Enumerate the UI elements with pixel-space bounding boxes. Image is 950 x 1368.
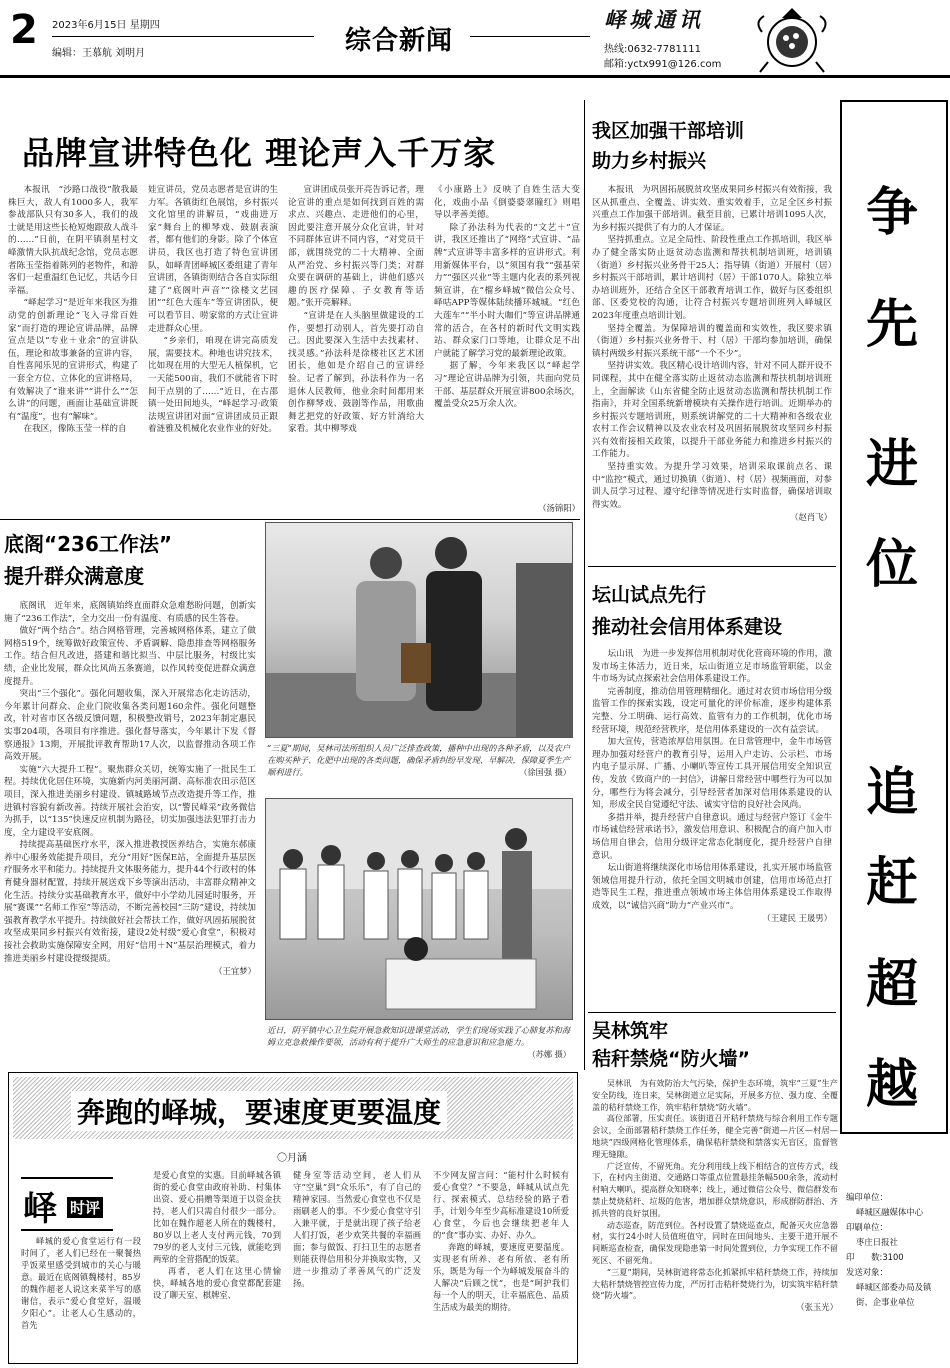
article2-byline: （王宜梦） bbox=[214, 966, 256, 977]
article2-title-line1: 底阁“236工作法” bbox=[4, 532, 173, 556]
divider bbox=[588, 566, 836, 567]
photo1-caption bbox=[267, 742, 571, 794]
paragraph: “三夏”期间，吴林街道将常态化抓紧抓牢秸秆禁烧工作，持续加大秸秆禁烧管控宣传力度，严厉打击秸秆焚烧行为，切实筑牢秸秆禁烧“防火墙”。 bbox=[592, 1266, 838, 1301]
photo-farm-dispute bbox=[265, 522, 573, 738]
paragraph: 突出“三个强化”。强化问题收集，深入开展常态化走访活动，今年累计问群众、企业门院收集各类问题160余件。强化问题整改，针对省市区各级反馈问题，积极整改销号，2023年制定惠民实事204项，各项目有序推进。强化督导落实，今年累计下发《督察通报》13期，开展批评教育帮助17人次，以监督推动各项工作高效开展。 bbox=[4, 689, 256, 763]
photo2-caption bbox=[267, 1024, 571, 1064]
divider bbox=[0, 519, 580, 520]
article1-col bbox=[148, 184, 278, 514]
article2-title-line2: 提升群众满意度 bbox=[4, 564, 144, 588]
email: 邮箱:yctx991@126.com bbox=[604, 59, 722, 70]
article4-title-line1: 坛山试点先行 bbox=[592, 584, 707, 606]
header-bottom-rule bbox=[0, 75, 950, 78]
photo2-caption-text: 近日，阴平镇中心卫生院开展急救知识进课堂活动，学生们现场实践了心肺复苏和海姆立克急救操作要领，活动有利于提升广大师生的应急意识和应急能力。 bbox=[267, 1025, 570, 1047]
paragraph: 坚持重实效。为提升学习效果，培训采取课前点名、课中“监控”模式，通过切换镇（街道）、村（居）视频画面，对参训人员学习过程、遵守纪律等情况进行实时监督，确保培训取得实效。 bbox=[592, 462, 832, 510]
imprint-scope-label: 发送对象： bbox=[846, 1267, 888, 1277]
paragraph: 动态巡查，防范到位。各村设置了禁烧巡查点，配备灭火应急器材，实行24小时人员值班值守，同时在田间地头、主要干道开展不间断巡查检查，确保发现隐患第一时间处置到位，力争实现工作不留死区、不留死角。 bbox=[592, 1219, 838, 1265]
paragraph: 峄城的爱心食堂运行有一段时间了，老人们已经在一聚餐热乎饭菜里感受到城市的关心与暖意。最近在底阁镇魏楼村，85岁的魏作超老人说这来菜半写的感谢信，表示“爱心食堂好，温暖夕阳心”。让老人心生感动的，首先 bbox=[21, 1236, 141, 1330]
issue-date: 2023年6月15日 星期四 bbox=[52, 20, 160, 31]
photo1-credit: （徐国强 摄） bbox=[519, 767, 571, 777]
paragraph: 底阁讯 近年来，底阁镇始终直面群众急难愁盼问题，创新实施了“236工作法”，全力交出一份有温度、有质感的民生答卷。 bbox=[4, 601, 256, 624]
side-banner bbox=[840, 100, 948, 1134]
divider bbox=[588, 1012, 836, 1013]
paragraph: 吴林讯 为有效防治大气污染，保护生态环境，筑牢“三夏”生产安全防线，连日来，吴林街道立足实际，开展多方位、强力度、全覆盖的秸秆禁烧工作，筑牢秸秆禁烧“防火墙”。 bbox=[592, 1078, 838, 1112]
photo2-credit: （苏娜 摄） bbox=[527, 1049, 571, 1059]
paragraph: 坚持讲实效。我区精心设计培训内容，针对不同人群开设不同课程，其中在健全落实防止返贫动态监测和帮扶机制培训班上，全面解读《山东省健全防止返贫动态监测和帮扶机制工作指南》，并对全国系统新增模块有关操作进行培训。近期举办的乡村振兴专题培训班，则系统讲解党的二十大精神和各级农业农村工作会议精神以及农业农村及巩固拓展脱贫攻坚同乡村振兴有效衔接相关政策，以提升干部业务能力和推进乡村振兴的工作能力。 bbox=[592, 361, 832, 460]
header-rule-right bbox=[470, 36, 590, 37]
imprint-copies: 印 数:3100 bbox=[846, 1252, 904, 1262]
column-logo-char: 峄 bbox=[23, 1189, 57, 1229]
editorial-col bbox=[153, 1169, 281, 1357]
article3-title-line1: 我区加强干部培训 bbox=[592, 120, 745, 142]
paragraph: 除了孙法科为代表的“文艺＋”宣讲，我区还推出了“网络”式宣讲、“品牌”式宣讲等丰富多样的宣讲形式。利用新媒体平台，以“须国有我”“强基荣力”“强区兴业”等主题内化表的系列视频宣讲，在“榴乡峄城”微信公众号、峄咕APP等媒体陆续播环城城。“红色大莲车”“半小时大咖们”等宣讲品牌通常的活合，在各村的新时代文明实践站、群众家门口等地，让群众足不出户就能了解学习党的最新理论政策。 bbox=[434, 222, 580, 359]
paragraph: 实施“六大提升工程”。聚焦群众关切，统筹实施了一批民生工程。持续优化居住环境，实施新内河美丽河湖、高标准农田示范区项目，深入推进美丽乡村建设、镇城路域节点改造提升等工作，推进镇村容貌有新改善。持续开展社会治安，以“警民峰采”政务微信为抓手，以“135”快速反应机制为路径，切实加强违法犯罪打击力度，全力建设平安底阁。 bbox=[4, 764, 256, 838]
paragraph: “峄起学习”是近年来我区为推动党的创新理论“飞入寻常百姓家”而打造的理论宣讲品牌，品牌宣点是以“专业＋业余”的宣讲队伍，理论和故事兼备的宣讲内容，自性喜闻乐见的宣讲形式，构建了一套全方位、立体化的宣讲格局，有效解决了“谁来讲”“讲什么”“怎么讲”的问题，画面让基础宣讲既有“温度”，也有“解味”。 bbox=[8, 298, 138, 422]
banner-char: 争 bbox=[866, 183, 919, 243]
paragraph: 《小康路上》反映了自姓生活大变化，戏曲小品《倒婆婆翠瞳红》则唱导以孝善美德。 bbox=[434, 185, 580, 221]
article5-body bbox=[592, 1078, 838, 1362]
paragraph: 坚持抓重点。立足全局性、阶段性重点工作抓培训，我区举办了健全落实防止返贫动态监测和帮扶机制培训班，培训镇（街道）乡村振兴业务骨干25人；指导镇（街道）开展村（居）乡村振兴干部培训，累计培训村（居）干部1070人。除独立举办培训班外，还结合全区干部教育培训工作，做好与区委组织部、区委党校的沟通，让符合村振兴专题培训班列入峄城区2023年度重点培训计划。 bbox=[592, 235, 832, 321]
paragraph: 娃宣讲员，党员志愿者是宣讲的生力军。各镇街红色展馆，乡村振兴文化馆里的讲解员，“戏曲进万家”舞台上的柳琴戏、鼓剧表演者，都有他们的身影。除了个体宣讲员，我区也打造了特色宣讲团队，如峄青团峄城区委组建了青年宣讲团，各镇街则结合各自实际组建了“底阁叶声音”“徐楼文艺园团”“红色大莲车”等宣讲团队，便可以看节目、唠家常的方式让宣讲走进群众心里。 bbox=[148, 185, 278, 334]
imprint-organizer-label: 编印单位： bbox=[846, 1192, 888, 1202]
article4-title-line2: 推动社会信用体系建设 bbox=[592, 616, 783, 638]
imprint-scope: 峄城区部委办局及镇街、企事业单位 bbox=[856, 1282, 932, 1307]
editorial-box bbox=[8, 1072, 578, 1364]
article5-title-line2: 秸秆禁烧“防火墙” bbox=[592, 1048, 750, 1070]
article1-byline: （汤锦阳） bbox=[538, 503, 580, 513]
banner-char: 超 bbox=[866, 955, 919, 1015]
paragraph: 完善制度，推动信用管理精细化。通过对农贸市场信用分级监管工作的探索实践，设定可量化的评价标准，逐步构建体系完整、分工明确、运行高效、监管有力的工作机制，优化市场经营环境，规范经营秩序，是信用体系建设的一次有益尝试。 bbox=[592, 686, 832, 735]
paragraph: 坛山讯 为进一步发挥信用机制对优化营商环境的作用，激发市场主体活力，近日来，坛山街道立足市场监管职能，以金牛市场为试点探索社会信用体系建设工作。 bbox=[592, 649, 832, 685]
paragraph: 是爱心食堂的实惠。目前峄城各镇街的爱心食堂由政府补助、村集体出资、爱心捐赠等渠道于以资金扶持，老人们只需自付很少一部分。比如在魏作超老人所在的魏楼村，80岁以上老人支付两元钱，70到79岁的老人支付三元钱，就能吃到两荤的全营搭配的饭菜。 bbox=[153, 1170, 281, 1264]
banner-char: 位 bbox=[866, 535, 919, 595]
paragraph: 宣讲团成员张开亮告诉记者，理论宣讲的重点是如何找到百姓的需求点、兴趣点、走进他们的心里，因此要注意开展分众化宣讲，针对不同群体宣讲不同内容，“对党员干部，就围绕党的二十大精神、全面从严治党、乡村振兴等门类；对群众要在调研的基础上，讲他们感兴趣的医疗保障、子女教育等话题。”张开亮解释。 bbox=[288, 185, 424, 309]
paragraph: 奔跑的峄城，要速度更要温度。实现老有所养、老有所依、老有所乐，既是为每一个为峄城发展奋斗的人解决“后顾之忧”，也是“呵护我们每一个人的明天，让幸福底色、品质生活成为最美的期待。 bbox=[433, 1242, 569, 1312]
column-logo-text: 时评 bbox=[67, 1197, 103, 1218]
article1-col bbox=[288, 184, 424, 514]
editorial-col bbox=[21, 1235, 141, 1357]
article1-title: 品牌宣讲特色化 理论声入千万家 bbox=[22, 134, 497, 172]
masthead: 峄城通讯 bbox=[604, 7, 704, 32]
column-logo bbox=[21, 1177, 113, 1231]
article5-title-line1: 吴林筑牢 bbox=[592, 1020, 669, 1042]
paragraph: 持续提高基础医疗水平，深入推进教授医养结合，实施东郝康养中心服务效能提升项目，充分“用好”医保E站，全面提升基层医疗服务水平和能力。持续提升文体服务能力，提升44个行政村的体育健身器材配置，持续开展送戏下乡等演出活动，丰富群众精神文化生活。持续分实基础教育水平，做好中小学幼儿园延时服务，开展“赛课”“名师工作室”等活动，不断完善校园“三防”建设，持续加强教育教学水平提升。持续做好社会帮扶工作，做好巩固拓展脱贫攻坚成果同乡村振兴有效衔接，建设2处村级“爱心食堂”，积极对接社会救助实施保障安全网，用好“信用＋N”基层治理模式，着力推进美丽乡村建设提级提质。 bbox=[4, 840, 256, 964]
article1-body bbox=[8, 184, 580, 514]
banner-char: 进 bbox=[866, 435, 919, 495]
paragraph: 广泛宣传，不留死角。充分利用线上线下相结合的宣传方式，线下，在村内主街道、交通路口等重点位置悬挂条幅500余条，流动村村响大喇叭，提高群众知晓率；线上，通过微信公众号、微信群发布禁止焚烧秸秆、垃圾的危害，增加群众禁烧意识，形成群防群治、齐抓共管的良好氛围。 bbox=[592, 1160, 838, 1218]
article3-byline: （赵肖飞） bbox=[790, 512, 832, 523]
article5-byline: （张玉光） bbox=[796, 1302, 838, 1313]
editorial-col bbox=[433, 1169, 569, 1357]
pomegranate-icon bbox=[752, 2, 832, 74]
paragraph: 做好“两个结合”。结合网格管理，完善城网格体系，建立了做网格519个，统筹做好政策宣传、矛盾调解、隐患排查等网格服务工作。结合但凡改进，搭建和谐比拟当、中层比服务，村级比实绩，企业比发展，群众比风尚五条赛道，以作风转变促进群众满意度提升。 bbox=[4, 626, 256, 687]
article3-title-line2: 助力乡村振兴 bbox=[592, 150, 707, 172]
article4-body bbox=[592, 648, 832, 1010]
header-rule-left bbox=[52, 36, 314, 37]
page-header bbox=[0, 0, 950, 80]
article1-col bbox=[8, 184, 138, 514]
banner-char: 追 bbox=[866, 763, 919, 823]
paragraph: 高位部署，压实责任。该街道召开秸秆禁烧与综合利用工作专题会议，全面部署秸秆禁烧工作任务，健全完善“街道—片区—村居—地块”四级网格化管理体系，确保秸秆禁烧和禁落实无盲区，监督管理无缝隙。 bbox=[592, 1113, 838, 1159]
banner-char: 越 bbox=[866, 1055, 919, 1115]
paragraph: 加大宣传，营造浓厚信用氛围。在日常管理中，金牛市场管理办加强对经营户的教育引导，运用入户走访、公示栏、市场内电子显示屏、广播、小喇叭等宣传工具开展信用安全知识宣传，发放《致商户的一封信》，讲解日常经营中哪些行为可以加分，哪些行为将会减分，引导经营者加深对信用体系建设的认知，形成全民自觉遵纪守法、诚实守信的良好社会风尚。 bbox=[592, 737, 832, 811]
paragraph: 再者，老人们在这里心情愉快，峄城各地的爱心食堂都配套建设了聊天室、棋牌室、 bbox=[153, 1266, 281, 1300]
paragraph: 坛山街道将继续深化市场信用体系建设，扎实开展市场监管领域信用提升行动，依托全国文明城市创建，信用市场范点打造等民生工程，推进重点领域市场主体信用体系建设工作取得成效，以“诚信兴商”助力“产业兴市”。 bbox=[592, 863, 832, 911]
editorial-author: 〇月涵 bbox=[277, 1153, 307, 1164]
paragraph: 在我区，像陈玉莹一样的自 bbox=[23, 424, 127, 435]
paragraph: 坚持全覆盖。为保障培训的覆盖面和实效性，我区要求镇（街道）乡村振兴业务骨干、村（居）干部均参加培训，确保镇村两级乡村振兴系统干部“一个不少”。 bbox=[592, 323, 832, 359]
page-number: 2 bbox=[10, 7, 38, 53]
column-divider bbox=[584, 100, 585, 1070]
paragraph: 多措并举，提升经营户自律意识。通过与经营户签订《金牛市场诚信经营承诺书》，激发信用意识、积极配合的商户加入市场信用自律会，信用分级评定常态化制度化，提升经营户自律意识。 bbox=[592, 812, 832, 861]
banner-char: 赶 bbox=[866, 853, 919, 913]
imprint-printer-label: 印刷单位： bbox=[846, 1222, 888, 1232]
banner-char: 先 bbox=[866, 295, 919, 355]
paragraph: 健身室等活动空间，老人们从守“空巢”到“众乐乐”，有了自己的精神家园。当然爱心食堂也不仅是雨刷老人的事。不少爱心食堂守引入兼平就，于是就出现了孩子给老人们打饭，老少欢笑共餐的幸福画面；参与做饭、打扫卫生的志愿者则能获得信用积分并换取实物，又进一步推动了孝善风气的广泛发扬。 bbox=[293, 1170, 421, 1288]
photo-first-aid-class bbox=[265, 798, 573, 1020]
paragraph: “乡亲们，咱现在讲完高质发展，需要技术。种地也讲究技术，比如现在用的大型无人植保机，它一天能500亩，我们不就能省下时间干点别的了……”近日，在古邵镇一处田间地头，“峄起学习·政策法规宣讲团对面”宣讲团成员正跟着涟雅及机械化农业作业的好处。 bbox=[148, 336, 278, 435]
photo1-caption-text: “三夏”期间，吴林司法所组织人员广泛排查政策，播种中出现的各种矛盾，以及农户在购买种子、化肥中出现的各类问题，确保矛盾纠纷早发现、早解决，保障夏季生产顺利进行。 bbox=[267, 743, 571, 777]
editorial-col bbox=[293, 1169, 421, 1357]
editors: 编辑：王慕航 刘明月 bbox=[52, 48, 146, 59]
article3-body bbox=[592, 184, 832, 560]
imprint-printer: 枣庄日报社 bbox=[856, 1237, 898, 1247]
paragraph: “宣讲是在人头脑里做建设的工作，要想打动别人，首先要打动自己。因此要深入生活中去找素材、找灵感。”孙法科是徐楼社区艺术团团长，他如是介绍自己的宣讲经验。记者了解到，孙法科作为一名退休人民教师，他业余时间都用来创作柳琴戏、鼓剧等作品，用歌曲舞艺把党的好政策、好方针淌给大家看。其中柳琴戏 bbox=[288, 310, 424, 435]
article4-byline: （王建民 王晟男） bbox=[762, 913, 832, 924]
imprint-organizer: 峄城区融媒体中心 bbox=[856, 1207, 923, 1217]
section-title: 综合新闻 bbox=[345, 26, 454, 56]
editorial-title: 奔跑的峄城，要速度更要温度 bbox=[71, 1091, 447, 1131]
paragraph: 不少网友留言问：“能村什么时候有爱心食堂？”不要急，峄城从试点先行、探索模式、总结经验的路子看手，计划今年至少高标准建设10所爱心食堂，今后也会继续把老年人的“食”事办实、办好、办久。 bbox=[433, 1170, 569, 1240]
paragraph: 据了解，今年来我区以“峄起学习”理论宣讲品牌为引领，共面向党员干部、基层群众开展宣讲800余场次，覆盖受众25万余人次。 bbox=[434, 361, 580, 410]
hotline: 热线:0632-7781111 bbox=[604, 44, 701, 55]
paragraph: 本报讯 “沙路口战役”散我最株巨大，敌人有1000多人，我军参战部队只有30多人，我们的战士就是用这些长枪短炮跟敌人战斗的……”日前，在阴平镇刹星村文峰激情大队抗战纪念馆，党员志愿者陈玉莹指着陈列的老物件，和游客们一起重温红色记忆，共话今日幸福。 bbox=[8, 185, 138, 296]
imprint bbox=[846, 1190, 946, 1360]
article1-col bbox=[434, 184, 580, 502]
paragraph: 本报讯 为巩固拓展脱贫攻坚成果同乡村振兴有效衔接，我区从抓重点、全覆盖、讲实效、重实效着手，立足全区乡村振兴重点工作加强干部培训。截至目前，已累计培训1095人次，为乡村振兴提供了有力的人才保证。 bbox=[592, 185, 832, 233]
